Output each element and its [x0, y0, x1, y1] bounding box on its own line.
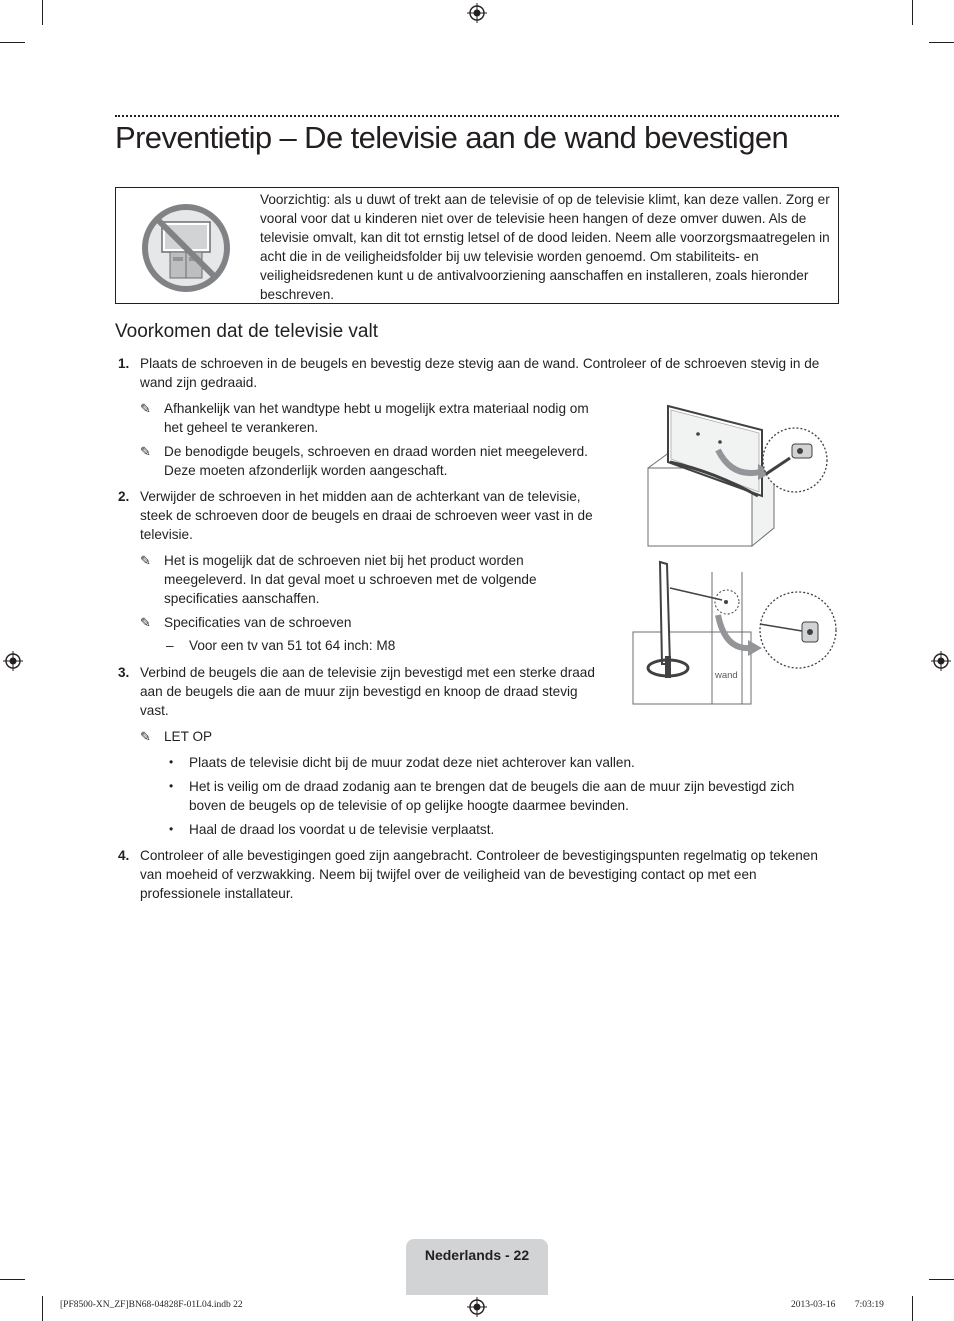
step-number: 2.: [118, 489, 130, 504]
registration-mark-icon: [467, 1297, 487, 1317]
note-text: Het is mogelijk dat de schroeven niet bij het product worden meegeleverd. In dat geval moet u schroeven met de volgende specificaties aanschaffen.: [164, 553, 537, 607]
crop-mark: [912, 0, 913, 25]
step-text: Controleer of alle bevestigingen goed zijn aangebracht. Controleer de bevestigingspunten regelmatig op tekenen van moeheid of verzwakking. Neem bij twijfel over de veiligheid van de bevestiging contact op met een professionele installateur.: [140, 848, 818, 902]
tv-bracket-illustration: [640, 400, 830, 550]
warning-text: Voorzichtig: als u duwt of trekt aan de televisie of op de televisie klimt, kan deze vallen. Zorg er vooral voor dat u kinderen niet over de televisie heen hangen of deze omver duwen. Als de televisie omvalt, kan dit tot ernstig letsel of de dood leiden. Neem alle voorzorgsmaatregelen in acht die in de veiligheidsfolder bij uw televisie worden genoemd. Om stabiliteits- en veiligheidsredenen kunt u de antivalvoorziening aanschaffen en installeren, zoals hieronder beschreven.: [260, 192, 830, 303]
note-heading: LET OP: [164, 729, 213, 744]
step-text: Verbind de beugels die aan de televisie zijn bevestigd met een sterke draad aan de beugels die aan de muur zijn bevestigd en knoop de draad stevig vast.: [140, 665, 595, 719]
bullet-marker: •: [169, 755, 174, 769]
spec-text: Voor een tv van 51 tot 64 inch: M8: [189, 638, 396, 653]
crop-mark: [929, 42, 954, 43]
step-text: Plaats de schroeven in de beugels en bevestig deze stevig aan de wand. Controleer of de schroeven stevig in de wand zijn gedraaid.: [140, 356, 820, 391]
step-number: 1.: [118, 356, 130, 371]
crop-mark: [42, 0, 43, 25]
crop-mark: [912, 1296, 913, 1321]
no-climbing-on-tv-icon: [140, 202, 232, 294]
bullet-text: Plaats de televisie dicht bij de muur zodat deze niet achterover kan vallen.: [189, 755, 635, 770]
page-number-tab: [406, 1239, 548, 1295]
bullet-text: Haal de draad los voordat u de televisie verplaatst.: [189, 822, 495, 837]
section-title: Voorkomen dat de televisie valt: [115, 321, 378, 342]
note-text: Specificaties van de schroeven: [164, 615, 352, 630]
title-rule: [115, 115, 839, 117]
note-icon: ✎: [140, 401, 151, 416]
step-number: 4.: [118, 848, 130, 863]
crop-mark: [0, 1279, 25, 1280]
page-number: Nederlands - 22: [424, 1247, 530, 1263]
crop-mark: [42, 1296, 43, 1321]
page-title: Preventietip – De televisie aan de wand bevestigen: [115, 120, 789, 155]
bullet-marker: •: [169, 822, 174, 836]
wall-label: wand: [715, 670, 738, 681]
note-icon: ✎: [140, 615, 151, 630]
warning-box: [115, 187, 839, 304]
registration-mark-icon: [3, 651, 23, 671]
step-number: 3.: [118, 665, 130, 680]
crop-mark: [929, 1279, 954, 1280]
dash-marker: –: [166, 638, 174, 653]
note-icon: ✎: [140, 553, 151, 568]
bullet-text: Het is veilig om de draad zodanig aan te brengen dat de beugels die aan de muur zijn bevestigd zich boven de beugels op de televisie of op gelijke hoogte daarmee bevinden.: [189, 779, 795, 814]
slug-datetime: 2013-03-16 ￿￿ 7:03:19: [791, 1300, 884, 1310]
note-icon: ✎: [140, 729, 151, 744]
slug-file: [PF8500-XN_ZF]BN68-04828F-01L04.indb 22: [60, 1300, 243, 1310]
crop-mark: [0, 42, 25, 43]
tv-wall-illustration: [630, 560, 840, 708]
registration-mark-icon: [467, 3, 487, 23]
note-icon: ✎: [140, 444, 151, 459]
note-text: De benodigde beugels, schroeven en draad worden niet meegeleverd. Deze moeten afzonderlijk worden aangeschaft.: [164, 444, 588, 479]
note-text: Afhankelijk van het wandtype hebt u mogelijk extra materiaal nodig om het geheel te verankeren.: [164, 401, 589, 436]
bullet-marker: •: [169, 779, 174, 793]
registration-mark-icon: [931, 651, 951, 671]
step-text: Verwijder de schroeven in het midden aan de achterkant van de televisie, steek de schroeven door de beugels en draai de schroeven weer vast in de televisie.: [140, 489, 593, 543]
